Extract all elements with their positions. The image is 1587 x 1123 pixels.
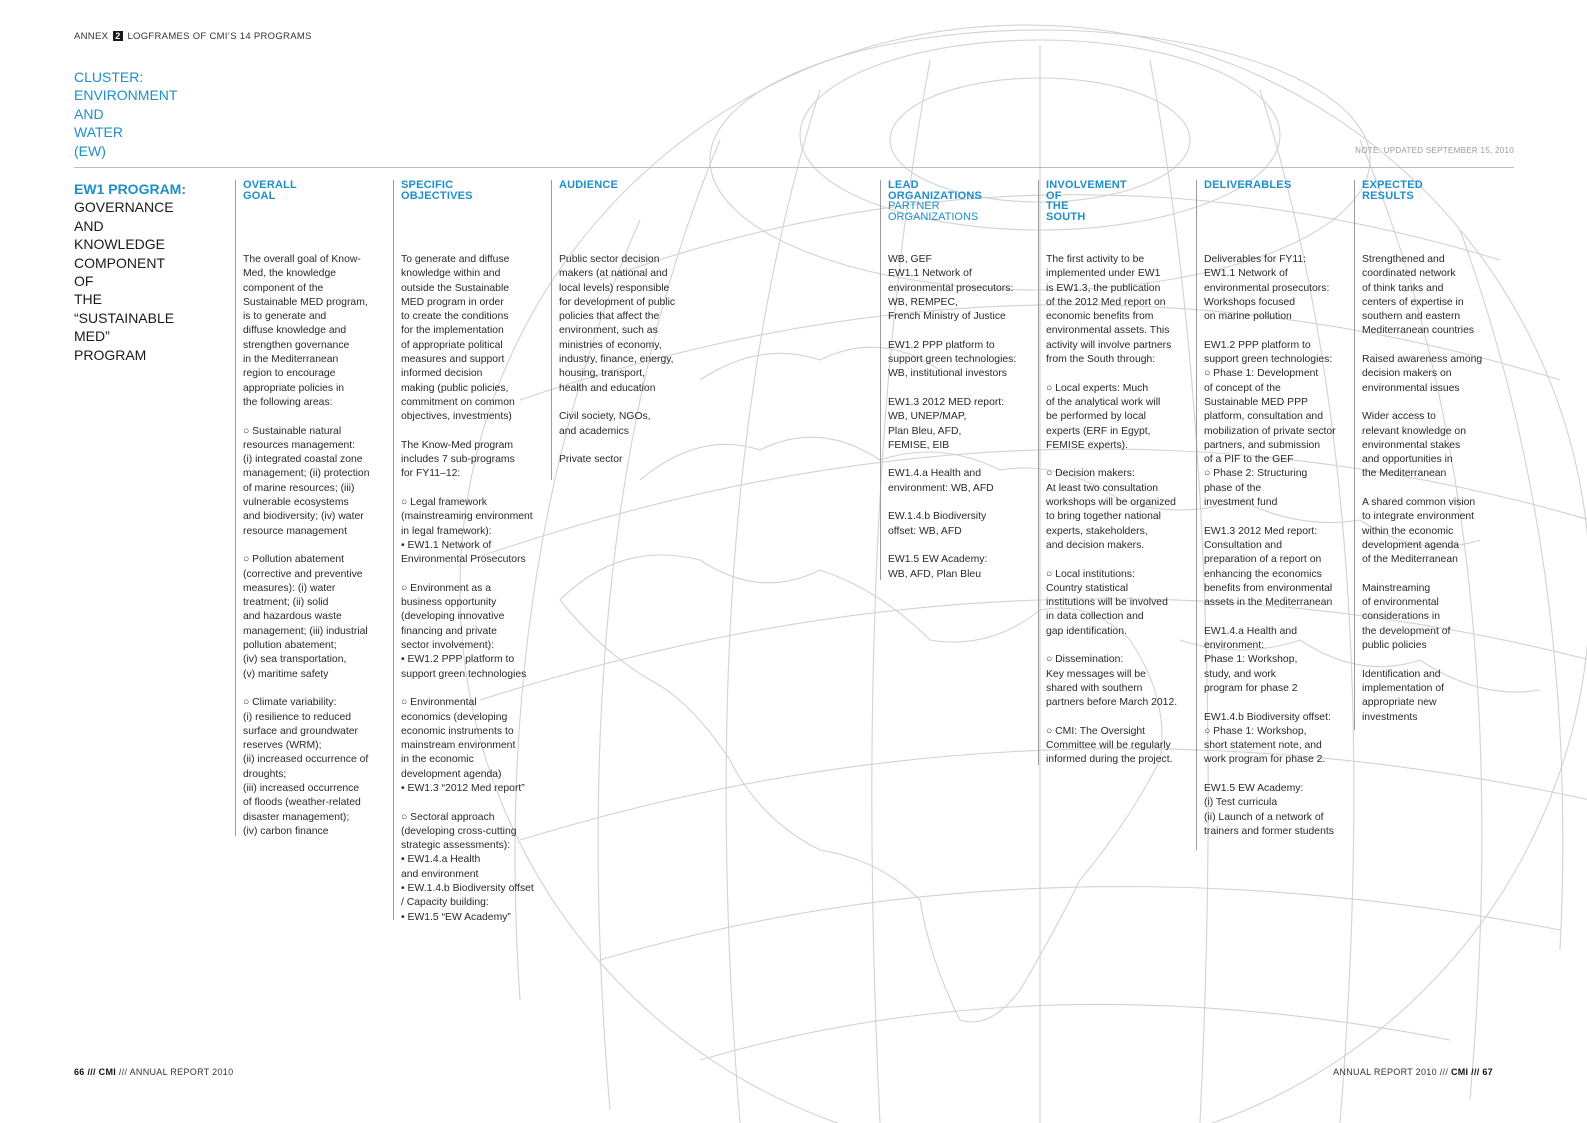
cluster-line: ENVIRONMENT — [74, 87, 178, 104]
program-line: MED” — [74, 328, 110, 345]
column-header — [243, 180, 297, 201]
column-header-line: SOUTH — [1046, 210, 1086, 223]
column-header-line: AUDIENCE — [559, 179, 619, 191]
annex-prefix: ANNEX — [74, 31, 109, 42]
column-header-line: SPECIFIC — [401, 179, 454, 191]
report-name: ANNUAL REPORT 2010 — [129, 1067, 234, 1077]
program-title — [74, 180, 234, 364]
column-header-line: LEAD — [888, 179, 919, 191]
column-header — [559, 180, 618, 191]
annex-title: LOGFRAMES OF CMI’S 14 PROGRAMS — [127, 31, 312, 42]
program-line: AND — [74, 217, 104, 234]
cluster-line: WATER — [74, 124, 123, 141]
column-header-line: ORGANIZATIONS — [888, 189, 983, 202]
column-header — [888, 180, 982, 201]
column-expected-results — [1354, 179, 1483, 730]
column-overall-goal — [235, 179, 370, 837]
separator: /// — [1471, 1067, 1480, 1077]
header-divider — [74, 167, 1514, 168]
column-header — [1046, 180, 1127, 222]
column-text: Deliverables for FY11: EW1.1 Network of environmental prosecutors: Workshops focused on marine pollution EW1.2 PPP platform to support green technologies: ○ Phase 1: Development of concept of the Sustainable MED PPP platform, consultation and mobilization of private sector partners, and submission of a PIF to the GEF ○ Phase 2: Structuring phase of the investment fund EW1.3 2012 Med report: Consultation and preparation of a report on enhancing the economics benefits from environmental assets in the Mediterranean EW1.4.a Health and environment: Phase 1: Workshop, study, and work program for phase 2 EW1.4.b Biodiversity offset: ○ Phase 1: Workshop, short statement note, and work program for phase 2. EW1.5 EW Academy: (i) Test curricula (ii) Launch of a network of trainers and former students — [1204, 254, 1336, 837]
update-note: NOTE: UPDATED SEPTEMBER 15, 2010 — [1355, 146, 1514, 155]
program-line: KNOWLEDGE — [74, 236, 166, 253]
column-header — [1204, 180, 1291, 191]
cluster-line: AND — [74, 105, 104, 122]
column-body — [243, 253, 393, 839]
column-header-line: EXPECTED — [1362, 179, 1423, 191]
footer-right — [1333, 1067, 1493, 1077]
program-line: GOVERNANCE — [74, 199, 174, 216]
program-line: THE — [74, 291, 102, 308]
column-header-line: OF — [1046, 189, 1062, 202]
column-body — [1046, 253, 1196, 768]
column-header-line: INVOLVEMENT — [1046, 179, 1127, 191]
cluster-line: (EW) — [74, 142, 106, 159]
column-text: The first activity to be implemented under EW1 is EW1.3, the publication of the 2012 Med report on economic benefits from environmental assets. This activity will involve partners from the South through: ○ Local experts: Much of the analytical work will be performed by local experts (ERF in Egypt, FEMISE experts). ○ Decision makers: At least two consultation workshops will be organized to bring together national experts, stakeholders, and decision makers. ○ Local institutions: Country statistical institutions will be involved in data collection and gap identification. ○ Dissemination: Key messages will be shared with southern partners before March 2012. ○ CMI: The Oversight Committee will be regularly informed during the project. — [1046, 254, 1178, 766]
annex-number-badge: 2 — [115, 31, 121, 41]
column-header-line: GOAL — [243, 189, 276, 202]
column-header-line: THE — [1046, 200, 1069, 212]
footer-left — [74, 1067, 233, 1077]
column-audience — [551, 179, 676, 480]
program-line: PROGRAM — [74, 346, 147, 363]
cluster-line: CLUSTER: — [74, 69, 144, 85]
page-number-left: 66 — [74, 1067, 85, 1077]
column-body — [401, 253, 551, 925]
column-text: WB, GEF EW1.1 Network of environmental prosecutors: WB, REMPEC, French Ministry of Justice EW1.2 PPP platform to support green technologies: WB, institutional investors EW1.3 2012 MED report: WB, UNEP/MAP, Plan Bleu, AFD, FEMISE, EIB EW1.4.a Health and environment: WB, AFD EW.1.4.b Biodiversity offset: WB, AFD EW1.5 EW Academy: WB, AFD, Plan Bleu — [888, 254, 1017, 580]
column-body — [1204, 253, 1354, 839]
program-label: EW1 PROGRAM: — [74, 181, 186, 197]
separator: /// — [87, 1067, 96, 1077]
column-header-line: OBJECTIVES — [401, 189, 473, 202]
column-header-line: OVERALL — [243, 179, 297, 191]
separator: /// — [118, 1067, 128, 1077]
column-body — [559, 253, 709, 467]
brand-name: CMI — [1450, 1067, 1469, 1077]
column-header — [1362, 180, 1423, 201]
column-lead-organizations — [880, 179, 1017, 580]
program-line: COMPONENT — [74, 254, 165, 271]
program-line: OF — [74, 273, 94, 290]
program-line: “SUSTAINABLE — [74, 309, 175, 326]
report-name: ANNUAL REPORT 2010 — [1333, 1067, 1437, 1077]
column-text: To generate and diffuse knowledge within and outside the Sustainable MED program in order to create the conditions for the implementation of appropriate political measures and support informed decision making (public policies, commitment on common objectives, investments) The Know-Med program includes 7 sub-programs for FY11–12: ○ Legal framework (mainstreaming environment in legal framework): • EW1.1 Network of Environmental Prosecutors ○ Environment as a business opportunity (developing innovative financing and private sector involvement): • EW1.2 PPP platform to support green technologies ○ Environmental economics (developing economic instruments to mainstream environment in the economic development agenda) • EW1.3 “2012 Med report” ○ Sectoral approach (developing cross-cutting strategic assessments): • EW1.4.a Health and environment • EW.1.4.b Biodiversity offset / Capacity building: • EW1.5 “EW Academy” — [401, 254, 534, 923]
column-header — [401, 180, 473, 201]
column-header-line: RESULTS — [1362, 189, 1414, 202]
column-subheader: PARTNER ORGANIZATIONS — [888, 200, 979, 223]
column-specific-objectives — [393, 179, 534, 923]
column-involvement-south — [1038, 179, 1178, 766]
page-number-right: 67 — [1482, 1067, 1493, 1077]
column-body — [888, 253, 1038, 582]
cluster-title — [74, 68, 224, 160]
column-text: Strengthened and coordinated network of think tanks and centers of expertise in southern and eastern Mediterranean countries Raised awareness among decision makers on environmental issues Wider access to relevant knowledge on environmental stakes and opportunities in the Mediterranean A shared common vision to integrate environment within the economic development agenda of the Mediterranean Mainstreaming of environmental considerations in the development of public policies Identification and implementation of appropriate new investments — [1362, 254, 1483, 723]
annex-heading — [74, 31, 312, 42]
column-text: The overall goal of Know- Med, the knowledge component of the Sustainable MED program, is to generate and diffuse knowledge and strengthen governance in the Mediterranean region to encourage appropriate policies in the following areas: ○ Sustainable natural resources management: (i) integrated coastal zone management; (ii) protection of marine resources; (iii) vulnerable ecosystems and biodiversity; (iv) water resource management ○ Pollution abatement (corrective and preventive measures): (i) water treatment; (ii) solid and hazardous waste management; (iii) industrial pollution abatement; (iv) sea transportation, (v) maritime safety ○ Climate variability: (i) resilience to reduced surface and groundwater reserves (WRM); (ii) increased occurrence of droughts; (iii) increased occurrence of floods (weather-related disaster management); (iv) carbon finance — [243, 254, 370, 837]
column-header-line: DELIVERABLES — [1204, 179, 1292, 191]
brand-name: CMI — [98, 1067, 117, 1077]
column-body — [1362, 253, 1512, 725]
column-deliverables — [1196, 179, 1336, 850]
separator: /// — [1439, 1067, 1449, 1077]
column-text: Public sector decision makers (at national and local levels) responsible for development of public policies that affect the environment, such as ministries of economy, industry, finance, energy, housing, transport, health and education Civil society, NGOs, and academics Private sector — [559, 254, 676, 466]
